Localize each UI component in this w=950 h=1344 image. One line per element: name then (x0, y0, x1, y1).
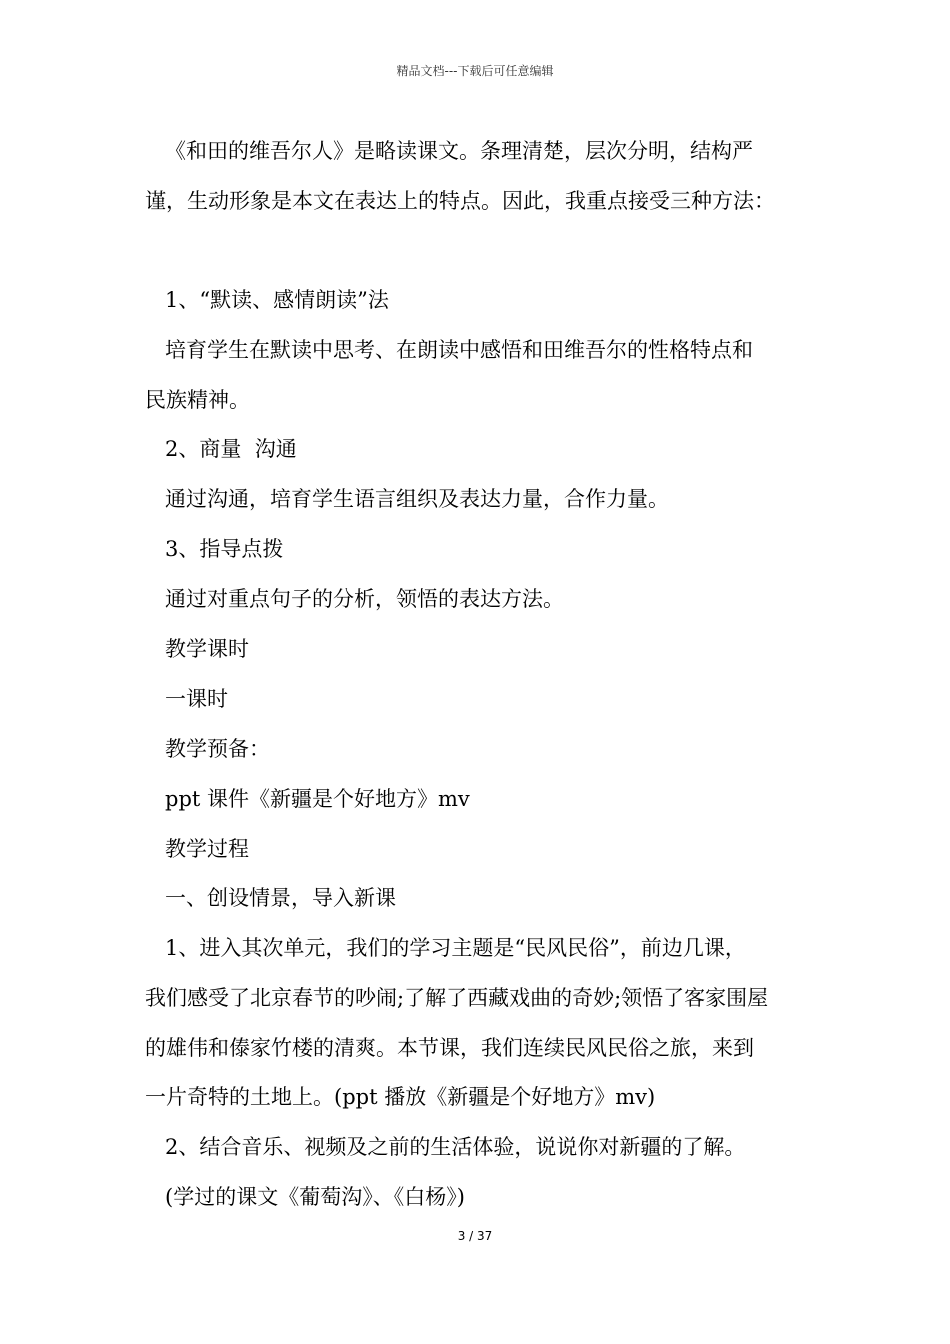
preparation-value: ppt 课件《新疆是个好地方》mv (165, 787, 470, 811)
section-label-class-hours: 教学课时 (165, 637, 249, 661)
paragraph-line-5: 通过沟通，培育学生语言组织及表达力量，合作力量。 (165, 487, 669, 511)
paragraph-line-2: 谨，生动形象是本文在表达上的特点。因此，我重点接受三种方法： (145, 189, 775, 213)
paragraph-line-11: 2、结合音乐、视频及之前的生活体验，说说你对新疆的了解。 (165, 1135, 746, 1159)
page-number: 3 / 37 (457, 1229, 493, 1243)
paragraph-line-7: 1、进入其次单元，我们的学习主题是“民风民俗”，前边几课， (165, 936, 746, 960)
section-label-process: 教学过程 (165, 837, 249, 861)
process-step-heading-1: 一、创设情景，导入新课 (165, 886, 396, 910)
method-heading-3: 3、指导点拨 (165, 537, 284, 561)
paragraph-line-1: 《和田的维吾尔人》是略读课文。条理清楚，层次分明，结构严 (165, 139, 753, 163)
paragraph-line-6: 通过对重点句子的分析，领悟的表达方法。 (165, 587, 564, 611)
paragraph-line-9: 的雄伟和傣家竹楼的清爽。本节课，我们连续民风民俗之旅，来到 (145, 1036, 754, 1060)
class-hours-value: 一课时 (165, 687, 228, 711)
paragraph-line-3: 培育学生在默读中思考、在朗读中感悟和田维吾尔的性格特点和 (165, 338, 753, 362)
paragraph-line-4: 民族精神。 (145, 388, 250, 412)
paragraph-line-8: 我们感受了北京春节的吵闹;了解了西藏戏曲的奇妙;领悟了客家围屋 (145, 986, 769, 1010)
method-heading-1: 1、“默读、感情朗读”法 (165, 288, 389, 312)
page-header: 精品文档---下载后可任意编辑 (396, 64, 554, 78)
method-heading-2: 2、商量 沟通 (165, 437, 297, 461)
paragraph-line-10: 一片奇特的土地上。(ppt 播放《新疆是个好地方》mv) (145, 1085, 656, 1109)
section-label-preparation: 教学预备： (165, 737, 270, 761)
paragraph-line-12: (学过的课文《葡萄沟》、《白杨》) (165, 1185, 465, 1209)
